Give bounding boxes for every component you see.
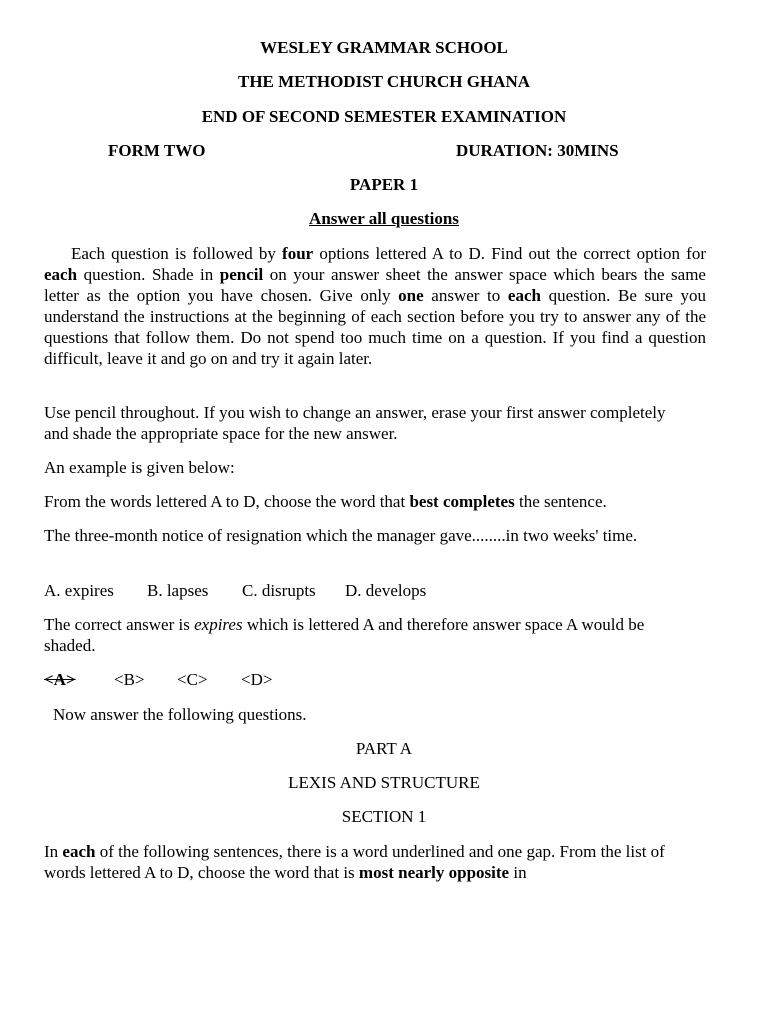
pencil-note: Use pencil throughout. If you wish to change an answer, erase your first answer completely and shade the appropriate space for the new answer. — [44, 403, 666, 443]
part-label: PART A — [355, 739, 413, 758]
now-answer: Now answer the following questions. — [53, 705, 307, 724]
school-name: WESLEY GRAMMAR SCHOOL — [260, 38, 508, 57]
answer-space: <B> — [114, 670, 145, 689]
part-title: LEXIS AND STRUCTURE — [288, 773, 480, 792]
example-option: A. expires — [44, 581, 114, 600]
instruction-heading: Answer all questions — [309, 209, 459, 228]
answer-space: <C> — [177, 670, 208, 689]
example-sentence: The three-month notice of resignation which the manager gave........in two weeks' time. — [44, 526, 638, 545]
example-option: B. lapses — [147, 581, 209, 600]
section-instruction: In each of the following sentences, there is a word underlined and one gap. From the list of words lettered A to D, choose the word that is most nearly opposite in — [44, 842, 665, 882]
form-label: FORM TWO — [108, 141, 206, 160]
intro-paragraph: Each question is followed by four options lettered A to D. Find out the correct option for each question. Shade in pencil on your answer sheet the answer space which bears the same letter as the option you have chosen. Give only one answer to each question. Be sure you understand the instructions at the beginning of each section before you try to answer any of the questions that follow them. Do not spend too much time on a question. If you find a question difficult, leave it and go on and try it again later. — [44, 244, 706, 368]
example-option: D. develops — [345, 581, 427, 600]
answer-space: <D> — [241, 670, 273, 689]
exam-title: END OF SECOND SEMESTER EXAMINATION — [201, 107, 567, 126]
example-instruction: From the words lettered A to D, choose the word that best completes the sentence. — [44, 492, 607, 511]
answer-space-shaded: <A> — [44, 670, 76, 689]
church-name: THE METHODIST CHURCH GHANA — [237, 72, 531, 91]
section-label: SECTION 1 — [341, 807, 427, 826]
duration-label: DURATION: 30MINS — [456, 141, 619, 160]
example-answer: The correct answer is expires which is lettered A and therefore answer space A would be shaded. — [44, 615, 645, 655]
paper-label: PAPER 1 — [349, 175, 419, 194]
example-option: C. disrupts — [242, 581, 316, 600]
example-intro: An example is given below: — [44, 458, 235, 477]
